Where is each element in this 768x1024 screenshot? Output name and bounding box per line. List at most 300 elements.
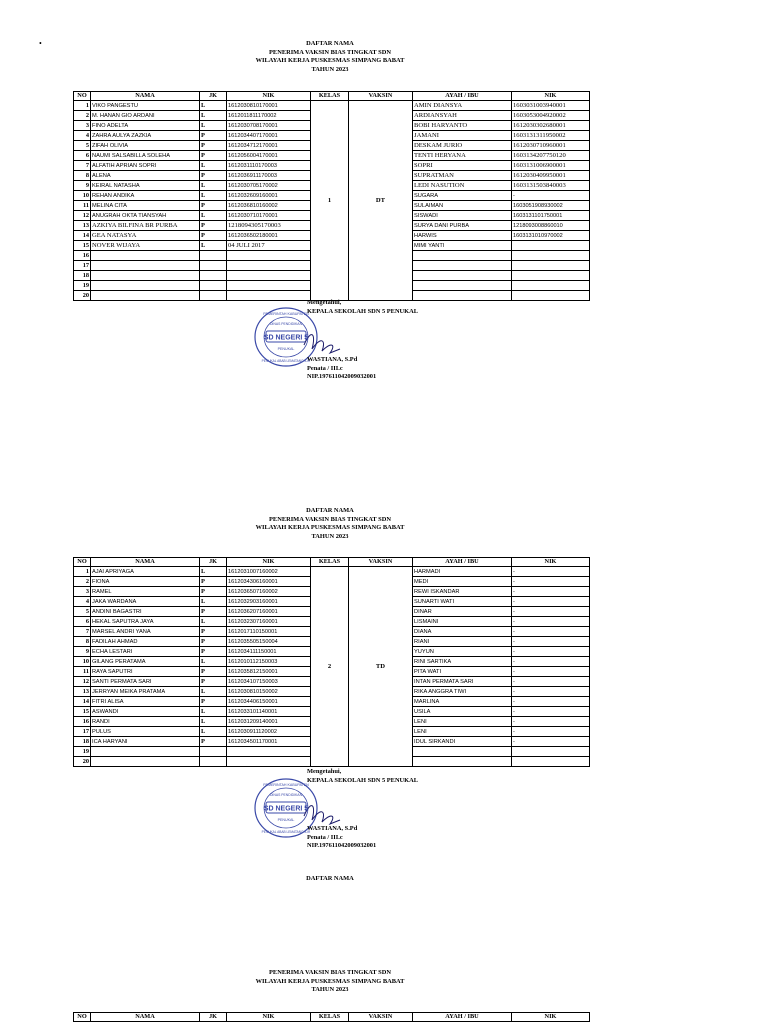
parent-name: SULAIMAN [413, 201, 512, 211]
table-section-3 [73, 1012, 590, 1022]
row-number: 18 [74, 271, 91, 281]
student-name: PULUS [91, 727, 200, 737]
principal-rank: Penata / III.c [307, 833, 343, 841]
row-number: 19 [74, 281, 91, 291]
gender [200, 281, 227, 291]
stamp-inner-text: DINAS PENDIDIKAN [269, 793, 303, 797]
principal-name: WASTIANA, S.Pd [307, 825, 358, 832]
stamp-ring-text: PEMERINTAH KABUPATEN [263, 312, 309, 316]
table-header [74, 92, 590, 101]
principal-nip: NIP.197611042009032001 [307, 373, 377, 380]
column-header: JK [200, 1013, 227, 1022]
row-number: 10 [74, 191, 91, 201]
gender: L [200, 111, 227, 121]
row-number: 20 [74, 757, 91, 767]
parent-name: BOBI HARYANTO [413, 121, 512, 131]
parent-nik: 1218093008860010 [512, 221, 590, 231]
kelas-cell: 2 [311, 567, 349, 767]
gender: P [200, 231, 227, 241]
student-name [91, 291, 200, 301]
gender: P [200, 627, 227, 637]
parent-nik: - [512, 567, 590, 577]
stamp-school: SD NEGERI 5 [263, 334, 309, 342]
student-nik: 1612034107150003 [227, 677, 311, 687]
row-number: 10 [74, 657, 91, 667]
student-name: RAYA SAPUTRI [91, 667, 200, 677]
column-header: KELAS [311, 92, 349, 101]
parent-nik: 1603131010970002 [512, 231, 590, 241]
parent-name: DESKAM JURIO [413, 141, 512, 151]
row-number: 3 [74, 121, 91, 131]
parent-name: LEDI NASUTION [413, 181, 512, 191]
vaksin-cell: DT [349, 101, 413, 301]
parent-name: RINI SARTIKA [413, 657, 512, 667]
parent-name: JAMANI [413, 131, 512, 141]
parent-nik: 1603051908930002 [512, 201, 590, 211]
parent-nik: - [512, 607, 590, 617]
parent-name [413, 291, 512, 301]
student-name: JAKA WARDANA [91, 597, 200, 607]
row-number: 8 [74, 171, 91, 181]
parent-nik: - [512, 697, 590, 707]
parent-name: PITA WATI [413, 667, 512, 677]
row-number: 15 [74, 241, 91, 251]
heading-area: WILAYAH KERJA PUSKESMAS SIMPANG BABAT [255, 524, 405, 532]
student-nik: 1612010112150003 [227, 657, 311, 667]
bullet-marker: • [39, 39, 42, 48]
student-nik: 1612035505150004 [227, 637, 311, 647]
parent-name: SURYA DANI PURBA [413, 221, 512, 231]
parent-name: TENTI HERYANA [413, 151, 512, 161]
row-number: 8 [74, 637, 91, 647]
student-name: ZAHRA AULYA ZAZKIA [91, 131, 200, 141]
student-name: ICA HARYANI [91, 737, 200, 747]
principal-title: KEPALA SEKOLAH SDN 5 PENUKAL [307, 776, 419, 784]
student-nik: 1612034407170001 [227, 131, 311, 141]
student-name: ALENA [91, 171, 200, 181]
column-header: NAMA [91, 558, 200, 567]
heading-subtitle: PENERIMA VAKSIN BIAS TINGKAT SDN [269, 969, 391, 976]
student-nik: 1612034712170001 [227, 141, 311, 151]
student-name: VIKO PANGESTU [91, 101, 200, 111]
row-number: 4 [74, 131, 91, 141]
gender [200, 747, 227, 757]
student-nik [227, 261, 311, 271]
student-nik [227, 747, 311, 757]
student-name: ANDINI BAGASTRI [91, 607, 200, 617]
student-name: M. HANAN GIO ARDANI [91, 111, 200, 121]
student-name: FIONA [91, 577, 200, 587]
student-name: MARSEL ANDRI YANA [91, 627, 200, 637]
principal-rank: Penata / III.c [307, 364, 343, 372]
student-name: ANUGRAH OKTA TIANSYAH [91, 211, 200, 221]
column-header: JK [200, 558, 227, 567]
parent-nik: - [512, 587, 590, 597]
gender: P [200, 151, 227, 161]
gender: P [200, 647, 227, 657]
row-number: 18 [74, 737, 91, 747]
row-number: 19 [74, 747, 91, 757]
column-header: NIK [227, 1013, 311, 1022]
parent-nik: 1612030710960001 [512, 141, 590, 151]
student-name: NOVER WIJAYA [91, 241, 200, 251]
student-name: ALFATIH APRIAN SOPRI [91, 161, 200, 171]
stamp-inner-text: DINAS PENDIDIKAN [269, 322, 303, 326]
table-header [74, 1013, 590, 1022]
student-nik: 1612032307160001 [227, 617, 311, 627]
parent-nik: - [512, 667, 590, 677]
student-name: ASWANDI [91, 707, 200, 717]
row-number: 6 [74, 617, 91, 627]
parent-nik [512, 757, 590, 767]
student-name: JERRYAN MEIKA PRATAMA [91, 687, 200, 697]
column-header: VAKSIN [349, 92, 413, 101]
parent-nik: - [512, 191, 590, 201]
parent-name: SOPRI [413, 161, 512, 171]
student-nik: 1612036502180001 [227, 231, 311, 241]
principal-nip: NIP.197611042009032001 [307, 842, 377, 849]
student-name: FITRI ALISA [91, 697, 200, 707]
student-name: FINO ADELTA [91, 121, 200, 131]
student-nik: 04 JULI 2017 [227, 241, 311, 251]
row-number: 3 [74, 587, 91, 597]
student-nik: 1612034111150001 [227, 647, 311, 657]
table-row [74, 567, 590, 577]
column-header: AYAH / IBU [413, 1013, 512, 1022]
gender: P [200, 171, 227, 181]
student-nik: 1612031007160002 [227, 567, 311, 577]
student-name: FADILAH AHMAD [91, 637, 200, 647]
gender: L [200, 657, 227, 667]
gender [200, 251, 227, 261]
parent-name: SUPRATMAN [413, 171, 512, 181]
gender [200, 261, 227, 271]
gender [200, 271, 227, 281]
heading-year: TAHUN 2023 [311, 533, 349, 541]
student-nik: 1612034501170001 [227, 737, 311, 747]
stamp-ring-text: PEMERINTAH KABUPATEN [263, 783, 309, 787]
column-header: AYAH / IBU [413, 92, 512, 101]
parent-name: SUGARA [413, 191, 512, 201]
parent-name: YUYUN [413, 647, 512, 657]
gender: P [200, 697, 227, 707]
parent-name: LENI [413, 717, 512, 727]
heading-year: TAHUN 2023 [311, 66, 349, 74]
parent-nik: - [512, 577, 590, 587]
parent-name: MEDI [413, 577, 512, 587]
parent-name [413, 271, 512, 281]
gender: L [200, 567, 227, 577]
parent-name [413, 261, 512, 271]
gender [200, 291, 227, 301]
parent-nik: 1603134207750120 [512, 151, 590, 161]
parent-name: HARMADI [413, 567, 512, 577]
column-header: AYAH / IBU [413, 558, 512, 567]
student-name: RAMEL [91, 587, 200, 597]
student-nik [227, 271, 311, 281]
stamp-bottom-text: PENUKAL ABAB LEMATANG ILIR [261, 830, 311, 834]
table-header [74, 558, 590, 567]
column-header: NIK [227, 558, 311, 567]
mengetahui-label: Mengetahui, [307, 299, 342, 306]
gender: L [200, 161, 227, 171]
parent-nik [512, 747, 590, 757]
heading-subtitle: PENERIMA VAKSIN BIAS TINGKAT SDN [269, 48, 391, 56]
gender: P [200, 737, 227, 747]
row-number: 11 [74, 667, 91, 677]
parent-name: AMIN DIANSYA [413, 101, 512, 111]
parent-nik [512, 281, 590, 291]
student-name: KEIRAL NATASHA [91, 181, 200, 191]
gender: P [200, 587, 227, 597]
student-nik: 1612033101140001 [227, 707, 311, 717]
row-number: 16 [74, 717, 91, 727]
row-number: 15 [74, 707, 91, 717]
student-nik: 1218094305170003 [227, 221, 311, 231]
student-name: AZKIYA BILFINA BR PURBA [91, 221, 200, 231]
student-nik: 1612030911120002 [227, 727, 311, 737]
gender [200, 757, 227, 767]
signature-block-1 [307, 299, 418, 382]
stamp-place: PENUKAL [277, 818, 295, 822]
parent-nik: - [512, 647, 590, 657]
row-number: 1 [74, 567, 91, 577]
student-name [91, 281, 200, 291]
parent-name: DIANA [413, 627, 512, 637]
parent-name [413, 281, 512, 291]
student-name [91, 271, 200, 281]
heading-section-3 [0, 969, 660, 995]
heading-area: WILAYAH KERJA PUSKESMAS SIMPANG BABAT [255, 977, 405, 985]
row-number: 6 [74, 151, 91, 161]
parent-nik: 1603031003940001 [512, 101, 590, 111]
heading-subtitle: PENERIMA VAKSIN BIAS TINGKAT SDN [269, 515, 391, 523]
student-nik: 1612036507160002 [227, 587, 311, 597]
heading-section-2 [0, 507, 660, 542]
student-name: HEKAL SAPUTRA JAYA [91, 617, 200, 627]
row-number: 2 [74, 577, 91, 587]
row-number: 17 [74, 261, 91, 271]
table-section-2 [73, 557, 590, 767]
parent-name: SISWADI [413, 211, 512, 221]
parent-name [413, 747, 512, 757]
parent-nik: 1612030302680001 [512, 121, 590, 131]
gender: L [200, 191, 227, 201]
student-name: ECHA LESTARI [91, 647, 200, 657]
student-nik: 1612017110150001 [227, 627, 311, 637]
parent-nik: - [512, 737, 590, 747]
student-name [91, 747, 200, 757]
heading-section-3-title: DAFTAR NAMA [306, 875, 354, 882]
gender: L [200, 717, 227, 727]
gender: P [200, 141, 227, 151]
parent-nik [512, 261, 590, 271]
student-name: RANDI [91, 717, 200, 727]
student-nik: 1612032609160001 [227, 191, 311, 201]
vaksin-cell: TD [349, 567, 413, 767]
principal-name: WASTIANA, S.Pd [307, 356, 358, 363]
gender: L [200, 181, 227, 191]
student-name: MELINA CITA [91, 201, 200, 211]
row-number: 12 [74, 677, 91, 687]
student-nik: 1612056004170001 [227, 151, 311, 161]
parent-nik: - [512, 727, 590, 737]
parent-nik: - [512, 707, 590, 717]
student-nik: 1612030705170002 [227, 181, 311, 191]
column-header: KELAS [311, 558, 349, 567]
student-name: REHAN ANDIKA [91, 191, 200, 201]
heading-year: TAHUN 2023 [311, 986, 349, 994]
gender: P [200, 607, 227, 617]
gender: L [200, 617, 227, 627]
parent-name: LISMAINI [413, 617, 512, 627]
parent-nik: 1603131006900001 [512, 161, 590, 171]
row-number: 11 [74, 201, 91, 211]
parent-nik: - [512, 657, 590, 667]
parent-name [413, 251, 512, 261]
student-nik: 1612030710170001 [227, 211, 311, 221]
row-number: 5 [74, 607, 91, 617]
parent-nik: 1612030409950001 [512, 171, 590, 181]
student-nik: 1612030810150002 [227, 687, 311, 697]
parent-nik: - [512, 717, 590, 727]
student-nik: 1612032903160001 [227, 597, 311, 607]
row-number: 16 [74, 251, 91, 261]
row-number: 9 [74, 181, 91, 191]
parent-name: MIMI YANTI [413, 241, 512, 251]
student-nik: 1612011811170002 [227, 111, 311, 121]
parent-nik: - [512, 597, 590, 607]
parent-name: SUNARTI WATI [413, 597, 512, 607]
heading-title: DAFTAR NAMA [306, 507, 354, 514]
student-name: GILANG PERATAMA [91, 657, 200, 667]
parent-name: ARDIANSYAH [413, 111, 512, 121]
column-header: NIK [512, 92, 590, 101]
student-nik: 1612030810170001 [227, 101, 311, 111]
heading-area: WILAYAH KERJA PUSKESMAS SIMPANG BABAT [255, 57, 405, 65]
row-number: 4 [74, 597, 91, 607]
student-name [91, 261, 200, 271]
student-name: AJAI APRIYAGA [91, 567, 200, 577]
student-nik: 1612034406150001 [227, 697, 311, 707]
row-number: 14 [74, 231, 91, 241]
parent-name: RIANI [413, 637, 512, 647]
student-nik: 1612036810160002 [227, 201, 311, 211]
parent-nik: - [512, 687, 590, 697]
column-header: NAMA [91, 1013, 200, 1022]
parent-name [413, 757, 512, 767]
parent-nik: - [512, 637, 590, 647]
gender: L [200, 211, 227, 221]
column-header: NIK [227, 92, 311, 101]
parent-name: DINAR [413, 607, 512, 617]
parent-nik [512, 241, 590, 251]
student-name: GEA NATASYA [91, 231, 200, 241]
gender: L [200, 101, 227, 111]
gender: P [200, 667, 227, 677]
parent-nik [512, 271, 590, 281]
column-header: NO [74, 1013, 91, 1022]
column-header: NAMA [91, 92, 200, 101]
student-nik: 1612031110170003 [227, 161, 311, 171]
parent-name: IDUL SIRKANDI [413, 737, 512, 747]
column-header: VAKSIN [349, 558, 413, 567]
parent-name: HARWIS [413, 231, 512, 241]
gender: P [200, 637, 227, 647]
gender: L [200, 121, 227, 131]
gender: P [200, 131, 227, 141]
student-nik [227, 757, 311, 767]
table-section-1 [73, 91, 590, 301]
parent-nik: - [512, 677, 590, 687]
column-header: NIK [512, 558, 590, 567]
stamp-school: SD NEGERI 5 [263, 805, 309, 813]
student-nik: 1612030708170001 [227, 121, 311, 131]
row-number: 13 [74, 687, 91, 697]
student-name: NAUMI SALSABILLA SOLEHA [91, 151, 200, 161]
parent-nik: - [512, 627, 590, 637]
row-number: 14 [74, 697, 91, 707]
gender: L [200, 241, 227, 251]
parent-name: USILA [413, 707, 512, 717]
gender: P [200, 577, 227, 587]
column-header: VAKSIN [349, 1013, 413, 1022]
signature-block-2 [307, 768, 418, 851]
column-header: KELAS [311, 1013, 349, 1022]
row-number: 17 [74, 727, 91, 737]
student-nik [227, 281, 311, 291]
student-name [91, 251, 200, 261]
student-nik: 1612031209140001 [227, 717, 311, 727]
kelas-cell: 1 [311, 101, 349, 301]
student-nik: 1612036207160001 [227, 607, 311, 617]
gender: L [200, 707, 227, 717]
row-number: 5 [74, 141, 91, 151]
row-number: 12 [74, 211, 91, 221]
principal-title: KEPALA SEKOLAH SDN 5 PENUKAL [307, 307, 419, 315]
gender: P [200, 221, 227, 231]
gender: L [200, 597, 227, 607]
gender: P [200, 677, 227, 687]
parent-nik: 1603053004920002 [512, 111, 590, 121]
parent-name: RIKA ANGGRA TIWI [413, 687, 512, 697]
parent-nik: 1603131101750001 [512, 211, 590, 221]
gender: P [200, 201, 227, 211]
student-nik: 1612035812150001 [227, 667, 311, 677]
column-header: JK [200, 92, 227, 101]
parent-nik: - [512, 617, 590, 627]
row-number: 1 [74, 101, 91, 111]
column-header: NO [74, 92, 91, 101]
parent-name: INTAN PERMATA SARI [413, 677, 512, 687]
student-nik [227, 291, 311, 301]
mengetahui-label: Mengetahui, [307, 768, 342, 775]
parent-name: REWI ISKANDAR [413, 587, 512, 597]
student-name [91, 757, 200, 767]
heading-section-1 [0, 40, 660, 75]
parent-name: LENI [413, 727, 512, 737]
parent-name: MARLINA [413, 697, 512, 707]
student-nik [227, 251, 311, 261]
parent-nik [512, 291, 590, 301]
row-number: 20 [74, 291, 91, 301]
stamp-bottom-text: PENUKAL ABAB LEMATANG ILIR [261, 359, 311, 363]
parent-nik: 1603131311950002 [512, 131, 590, 141]
student-name: SANTI PERMATA SARI [91, 677, 200, 687]
heading-title: DAFTAR NAMA [306, 40, 354, 47]
parent-nik: 1603131503840003 [512, 181, 590, 191]
column-header: NIK [512, 1013, 590, 1022]
